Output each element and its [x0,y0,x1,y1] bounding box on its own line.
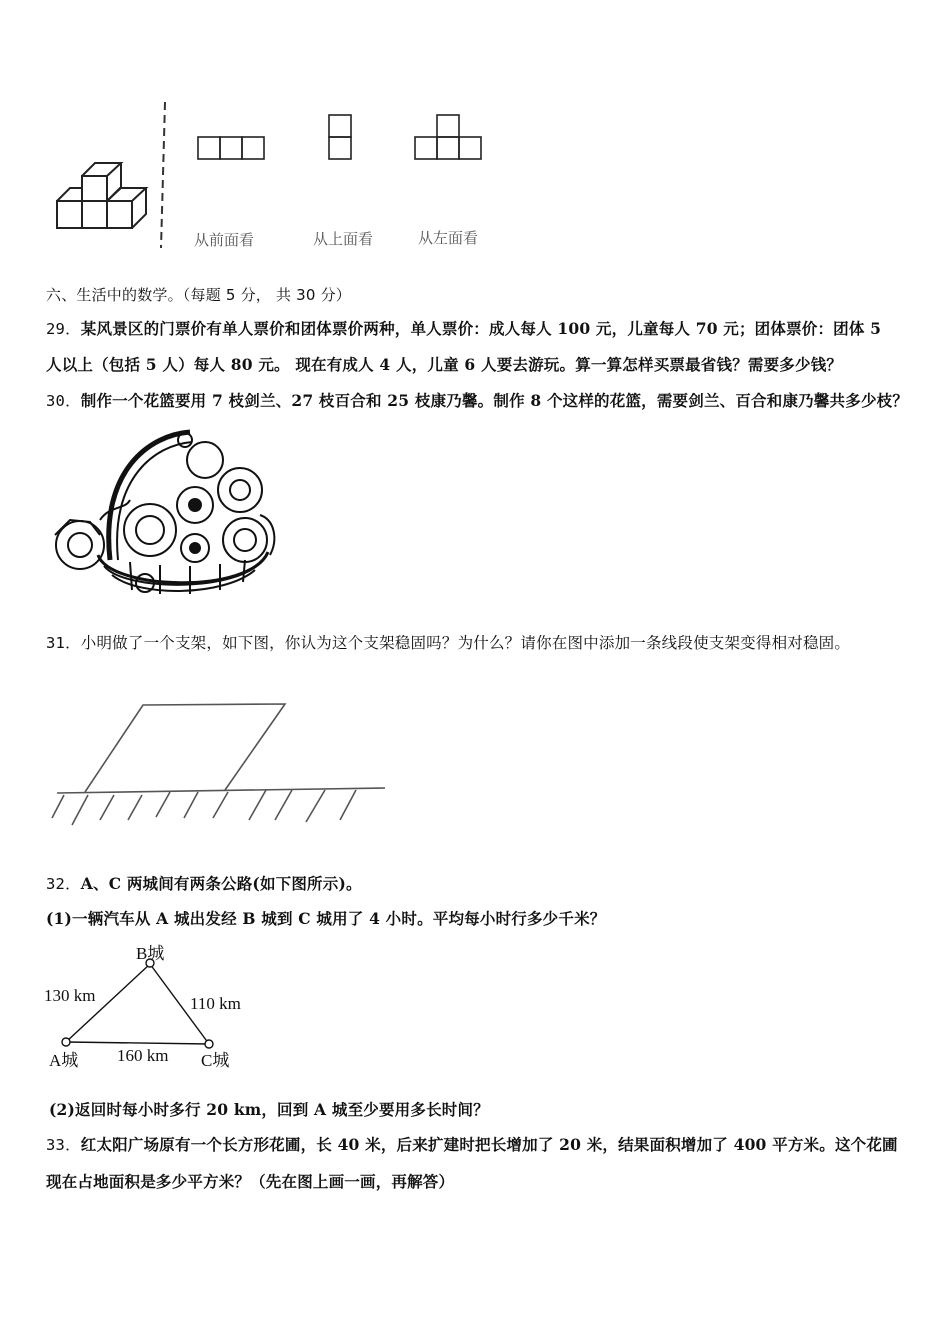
question-text: 某风景区的门票价有单人票价和团体票价两种，单人票价：成人每人 100 元，儿童每人 70 元；团体票价：团体 5 [80,319,882,338]
section-heading: 六、生活中的数学。（每题 5 分， 共 30 分） [46,286,351,304]
question-32-sub-1: (1)一辆汽车从 A 城出发经 B 城到 C 城用了 4 小时。平均每小时行多少千米？ [46,909,606,928]
question-text: 红太阳广场原有一个长方形花圃，长 40 米，后来扩建时把长增加了 20 米，结果面积增加了 400 平方米。这个花圃 [80,1135,898,1154]
edge-ac-label: 160 km [117,1046,169,1065]
question-text: 小明做了一个支架，如下图，你认为这个支架稳固吗？为什么？请你在图中添加一条线段使支架变得相对稳固。 [80,634,851,652]
question-number: 29． [46,320,81,338]
question-33-line-1 [46,1135,898,1155]
question-number: 32． [46,875,81,893]
question-text: 制作一个花篮要用 7 枝剑兰、27 枝百合和 25 枝康乃馨。制作 8 个这样的花篮，需要剑兰、百合和康乃馨共多少枝？ [80,391,909,410]
node-c-label: C城 [201,1051,230,1070]
front-view-label: 从前面看 [194,231,255,249]
question-number: 30． [46,392,81,410]
edge-bc-label: 110 km [190,994,241,1013]
question-text: A、C 两城间有两条公路(如下图所示)。 [80,874,362,893]
question-32-sub-2: (2)返回时每小时多行 20 km，回到 A 城至少要用多长时间？ [49,1100,489,1119]
node-b-label: B城 [136,944,165,963]
left-view-label: 从左面看 [418,229,479,247]
question-29-line-2: 人以上（包括 5 人）每人 80 元。 现在有成人 4 人，儿童 6 人要去游玩。算一算怎样买票最省钱？需要多少钱？ [46,355,843,374]
node-a [62,1038,70,1046]
question-number: 31． [46,634,81,652]
edge-ac [66,1042,209,1044]
question-number: 33． [46,1136,81,1154]
top-view-label: 从上面看 [313,230,374,248]
question-33-line-2: 现在占地面积是多少平方米？（先在图上画一画，再解答） [46,1172,455,1191]
node-a-label: A城 [49,1051,79,1070]
edge-ab-label: 130 km [44,986,96,1005]
